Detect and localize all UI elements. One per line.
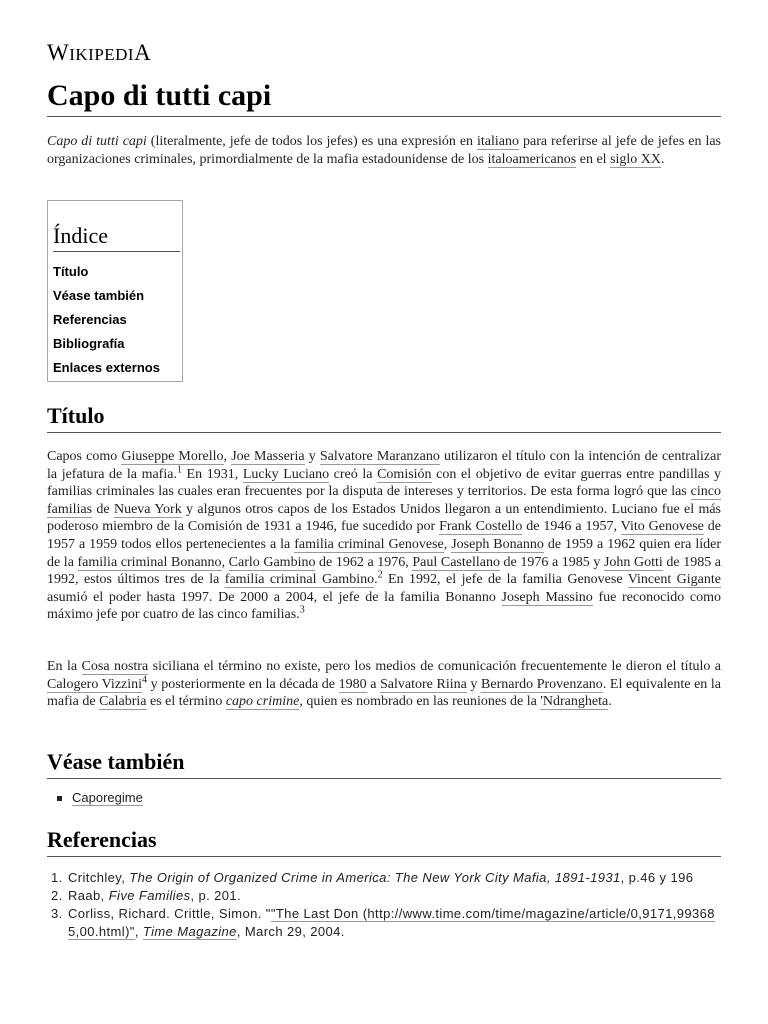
intro-text: . xyxy=(661,151,665,167)
link-giuseppe-morello[interactable]: Giuseppe Morello xyxy=(121,449,224,464)
intro-term: Capo di tutti capi xyxy=(47,134,147,149)
see-also-list xyxy=(47,789,143,807)
text: En 1992, el jefe de la familia Genovese xyxy=(382,572,628,588)
link-calogero-vizzini[interactable]: Calogero Vizzini xyxy=(47,676,143,692)
text: y xyxy=(304,449,320,464)
text: de 1985 a 1992, estos últimos tres de la xyxy=(47,554,722,588)
text: Critchley, xyxy=(68,870,130,885)
reference-number: 2. xyxy=(51,888,63,903)
brand-last-letter: A xyxy=(134,40,152,65)
text: Raab, xyxy=(68,888,109,903)
link-cinco-familias[interactable]: cinco familias xyxy=(47,484,721,517)
intro-paragraph xyxy=(47,133,721,168)
text: , xyxy=(443,536,452,552)
section-heading-referencias: Referencias xyxy=(47,826,721,857)
link-john-gotti[interactable]: John Gotti xyxy=(603,554,663,570)
text: , p. 201. xyxy=(190,888,242,903)
link-lucky-luciano[interactable]: Lucky Luciano xyxy=(242,466,330,482)
text: creó la xyxy=(329,466,378,482)
reference-number: 1. xyxy=(51,870,63,885)
reference-title: Five Families xyxy=(108,888,191,903)
section-heading-vease-tambien: Véase también xyxy=(47,748,721,779)
link-caporegime[interactable]: Caporegime xyxy=(72,790,143,805)
intro-text: (literalmente, jefe de todos los jefes) es una expresión en xyxy=(146,134,478,149)
brand-first-letter: W xyxy=(47,40,70,65)
link-frank-costello[interactable]: Frank Costello xyxy=(439,519,523,535)
text: a xyxy=(366,676,381,692)
text: , March 29, 2004. xyxy=(236,924,345,939)
text: es el término xyxy=(146,694,226,710)
link-comision[interactable]: Comisión xyxy=(377,466,432,482)
link-familia-genovese[interactable]: familia criminal Genovese xyxy=(294,536,444,552)
link-salvatore-riina[interactable]: Salvatore Riina xyxy=(380,676,467,692)
toc-list xyxy=(53,260,177,380)
link-cosa-nostra[interactable]: Cosa nostra xyxy=(81,659,149,674)
intro-text: para referirse al jefe de jefes en las organizaciones criminales, primordialmente de la mafia estadounidense de los xyxy=(47,134,722,167)
text: , xyxy=(221,554,229,570)
link-capo-crimine[interactable] xyxy=(226,694,299,710)
text: con el objetivo de evitar guerras entre pandillas y familias criminales las cuales eran frecuentes por la disputa de intereses y territorios. De esta forma logró que las xyxy=(47,466,721,500)
link-time-magazine[interactable] xyxy=(143,924,237,940)
wikipedia-wordmark[interactable] xyxy=(47,40,151,66)
toc-item-enlaces-externos[interactable]: Enlaces externos xyxy=(53,360,160,375)
link-salvatore-maranzano[interactable]: Salvatore Maranzano xyxy=(319,449,440,464)
toc-title: Índice xyxy=(53,221,180,252)
link-bernardo-provenzano[interactable]: Bernardo Provenzano xyxy=(481,676,603,692)
text: fue reconocido como máximo jefe por cuatro de las cinco familias. xyxy=(47,589,721,623)
link-siglo-xx[interactable]: siglo XX xyxy=(610,151,662,167)
time-magazine-text: Time Magazine xyxy=(142,924,237,939)
list-item xyxy=(47,789,143,807)
reference-title: The Origin of Organized Crime in America: The New York City Mafia, 1891-1931 xyxy=(129,870,621,885)
link-the-last-don[interactable]: "The Last Don (http://www.time.com/time/magazine/article/0,9171,993685,00.html)" xyxy=(68,906,715,939)
link-paul-castellano[interactable]: Paul Castellano xyxy=(412,554,500,570)
link-ndrangheta[interactable]: 'Ndrangheta xyxy=(540,694,609,710)
intro-text: en el xyxy=(576,151,611,167)
toc-item-vease-tambien[interactable]: Véase también xyxy=(53,288,145,303)
text: siciliana el término no existe, pero los medios de comunicación frecuentemente le dieron el título a xyxy=(148,659,722,674)
text: de 1959 a 1962 quien era líder de la xyxy=(47,536,722,570)
link-joseph-bonanno[interactable]: Joseph Bonanno xyxy=(451,536,544,552)
toc-item-referencias[interactable]: Referencias xyxy=(53,312,127,327)
references-list xyxy=(47,869,721,941)
link-joseph-massino[interactable]: Joseph Massino xyxy=(501,589,593,605)
toc-item-titulo[interactable]: Título xyxy=(53,264,89,279)
footnote-ref-3[interactable]: 3 xyxy=(299,604,305,616)
text: de 1957 a 1959 todos ellos pertenecientes a la xyxy=(47,519,722,552)
reference-number: 3. xyxy=(51,906,63,921)
footnote-ref-1[interactable]: 1 xyxy=(176,463,182,475)
link-joe-masseria[interactable]: Joe Masseria xyxy=(231,449,305,464)
link-1980[interactable]: 1980 xyxy=(338,676,367,692)
text: de 1962 a 1976, xyxy=(315,554,413,570)
text: de xyxy=(92,501,114,517)
text: , quien es nombrado en las reuniones de la xyxy=(299,694,541,710)
link-nueva-york[interactable]: Nueva York xyxy=(113,501,182,517)
table-of-contents xyxy=(47,200,183,382)
text: asumió el poder hasta 1997. De 2000 a 2004, el jefe de la familia Bonanno xyxy=(47,589,502,605)
text: , xyxy=(223,449,232,464)
footnote-ref-2[interactable]: 2 xyxy=(377,569,383,581)
link-italoamericanos[interactable]: italoamericanos xyxy=(487,151,577,167)
text: En 1931, xyxy=(181,466,243,482)
text: . El equivalente en la mafia de xyxy=(47,676,721,710)
text: de 1976 a 1985 y xyxy=(499,554,604,570)
reference-item xyxy=(47,869,721,887)
text: Corliss, Richard. Crittle, Simon. " xyxy=(68,906,271,921)
section-heading-titulo: Título xyxy=(47,402,721,433)
text: y posteriormente en la década de xyxy=(147,676,339,692)
text: utilizaron el título con la intención de centralizar la jefatura de la mafia. xyxy=(47,449,722,482)
text: Capos como xyxy=(47,449,122,464)
link-calabria[interactable]: Calabria xyxy=(99,694,147,710)
text: . xyxy=(374,572,378,588)
toc-item-bibliografia[interactable]: Bibliografía xyxy=(53,336,125,351)
titulo-paragraph-1 xyxy=(47,448,721,624)
reference-item xyxy=(47,887,721,905)
footnote-ref-4[interactable]: 4 xyxy=(142,673,148,685)
link-familia-bonanno[interactable]: familia criminal Bonanno xyxy=(77,554,222,570)
text: y algunos otros capos de los Estados Unidos llegaron a un entendimiento. Luciano fue el más poderoso miembro de la Comisión de 1931 a 1946, fue sucedido por xyxy=(47,501,721,535)
text: , p.46 y 196 xyxy=(620,870,694,885)
page-title: Capo di tutti capi xyxy=(47,78,721,117)
capo-crimine-text: capo crimine xyxy=(225,694,300,710)
text: y xyxy=(466,676,482,692)
text: , xyxy=(134,924,143,939)
link-familia-gambino[interactable]: familia criminal Gambino xyxy=(224,572,375,588)
reference-item xyxy=(47,905,721,941)
titulo-paragraph-2 xyxy=(47,658,721,711)
link-carlo-gambino[interactable]: Carlo Gambino xyxy=(228,554,316,570)
brand-small-caps: IKIPEDI xyxy=(69,45,135,64)
link-vito-genovese[interactable]: Vito Genovese xyxy=(620,519,704,535)
link-vincent-gigante[interactable]: Vincent Gigante xyxy=(627,572,721,588)
text: de 1946 a 1957, xyxy=(522,519,621,535)
text: En la xyxy=(47,659,82,674)
text: . xyxy=(608,694,612,710)
link-italiano[interactable]: italiano xyxy=(477,134,520,149)
